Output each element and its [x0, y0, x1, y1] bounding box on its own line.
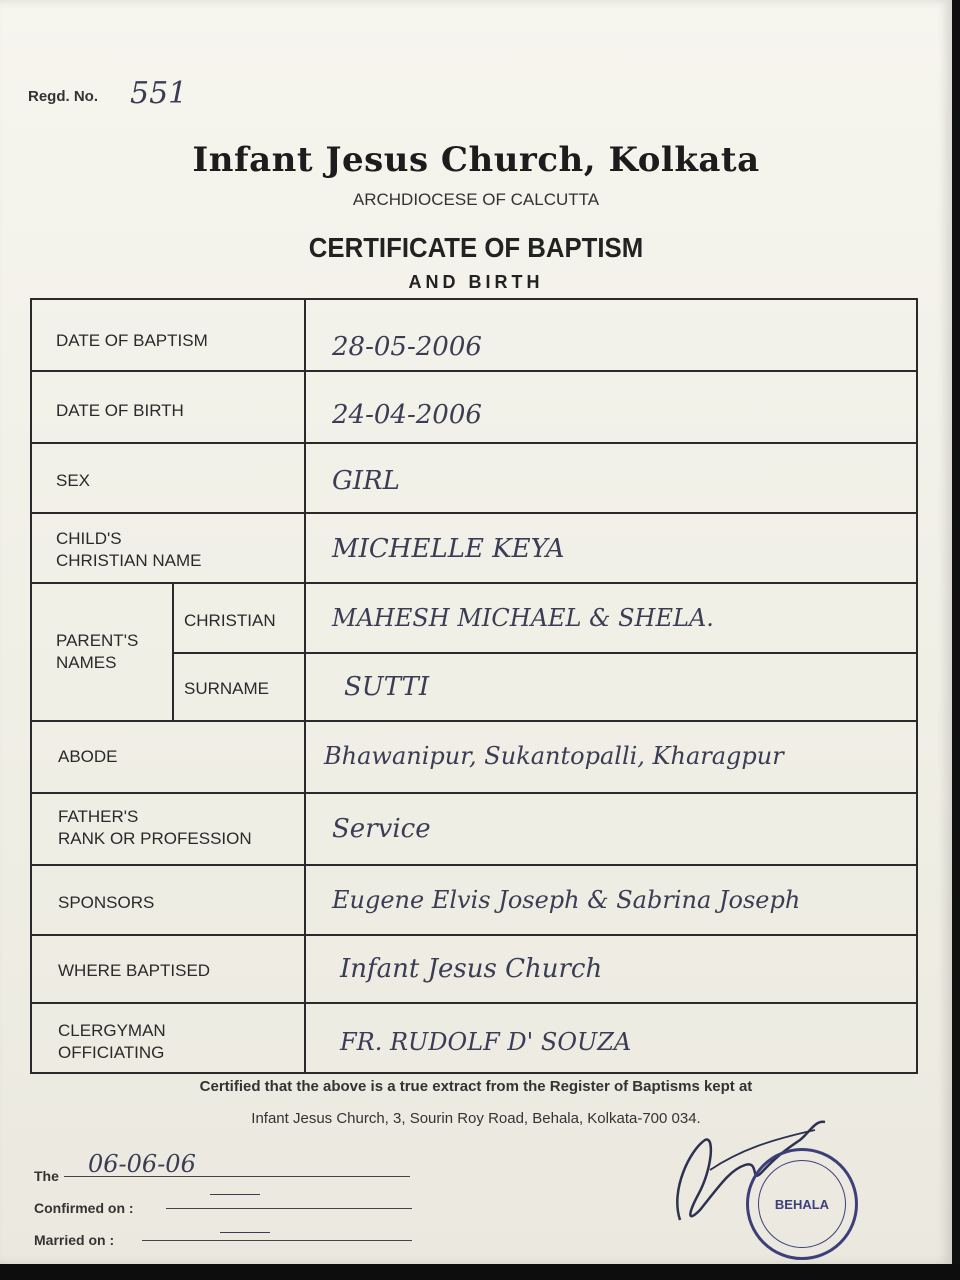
label-date-of-baptism: DATE OF BAPTISM: [56, 331, 208, 350]
church-seal: [746, 1148, 858, 1260]
label-christian: CHRISTIAN: [184, 611, 276, 630]
seal-text: BEHALA: [774, 1196, 830, 1212]
label-fathers-profession: FATHER'S RANK OR PROFESSION: [58, 807, 252, 848]
certificate-title: CERTIFICATE OF BAPTISM: [308, 232, 644, 263]
church-name: Infant Jesus Church, Kolkata: [192, 140, 760, 180]
label-sex: SEX: [56, 471, 91, 490]
married-on-label: Married on :: [34, 1232, 115, 1248]
value-date-of-birth: 24-04-2006: [332, 400, 482, 430]
value-parents-surname: SUTTI: [344, 672, 430, 702]
the-date-value: 06-06-06: [88, 1150, 196, 1178]
certified-line-2: Infant Jesus Church, 3, Sourin Roy Road, Behala, Kolkata-700 034.: [251, 1110, 701, 1127]
label-surname: SURNAME: [184, 679, 270, 698]
married-on-line: [142, 1240, 412, 1241]
value-sex: GIRL: [332, 466, 400, 496]
label-where-baptised: WHERE BAPTISED: [58, 961, 211, 980]
value-childs-christian-name: MICHELLE KEYA: [332, 534, 565, 564]
value-parents-christian: MAHESH MICHAEL & SHELA.: [332, 604, 714, 632]
label-clergyman-officiating: CLERGYMAN OFFICIATING: [58, 1021, 166, 1062]
confirmed-on-line: [166, 1208, 412, 1209]
the-date-label: The: [34, 1168, 59, 1184]
certificate-subtitle: AND BIRTH: [408, 272, 544, 292]
value-fathers-profession: Service: [332, 814, 431, 844]
label-date-of-birth: DATE OF BIRTH: [56, 401, 184, 420]
value-sponsors: Eugene Elvis Joseph & Sabrina Joseph: [332, 886, 801, 914]
label-sponsors: SPONSORS: [58, 893, 155, 912]
the-date-line: [64, 1176, 410, 1177]
label-abode: ABODE: [58, 747, 118, 766]
certificate-table: [30, 298, 918, 1074]
archdiocese: ARCHDIOCESE OF CALCUTTA: [352, 190, 600, 209]
label-parents-names: PARENT'S NAMES: [56, 631, 139, 672]
value-where-baptised: Infant Jesus Church: [340, 954, 603, 984]
certified-line-1: Certified that the above is a true extract from the Register of Baptisms kept at: [199, 1078, 753, 1095]
regd-number: 551: [130, 76, 188, 111]
value-clergyman-officiating: FR. RUDOLF D' SOUZA: [340, 1028, 632, 1056]
value-abode: Bhawanipur, Sukantopalli, Kharagpur: [324, 742, 784, 770]
regd-label: Regd. No.: [28, 88, 98, 105]
confirmed-on-label: Confirmed on :: [34, 1200, 134, 1216]
label-childs-christian-name: CHILD'S CHRISTIAN NAME: [56, 529, 202, 570]
photo-border: [0, 1264, 960, 1280]
value-date-of-baptism: 28-05-2006: [332, 332, 482, 362]
